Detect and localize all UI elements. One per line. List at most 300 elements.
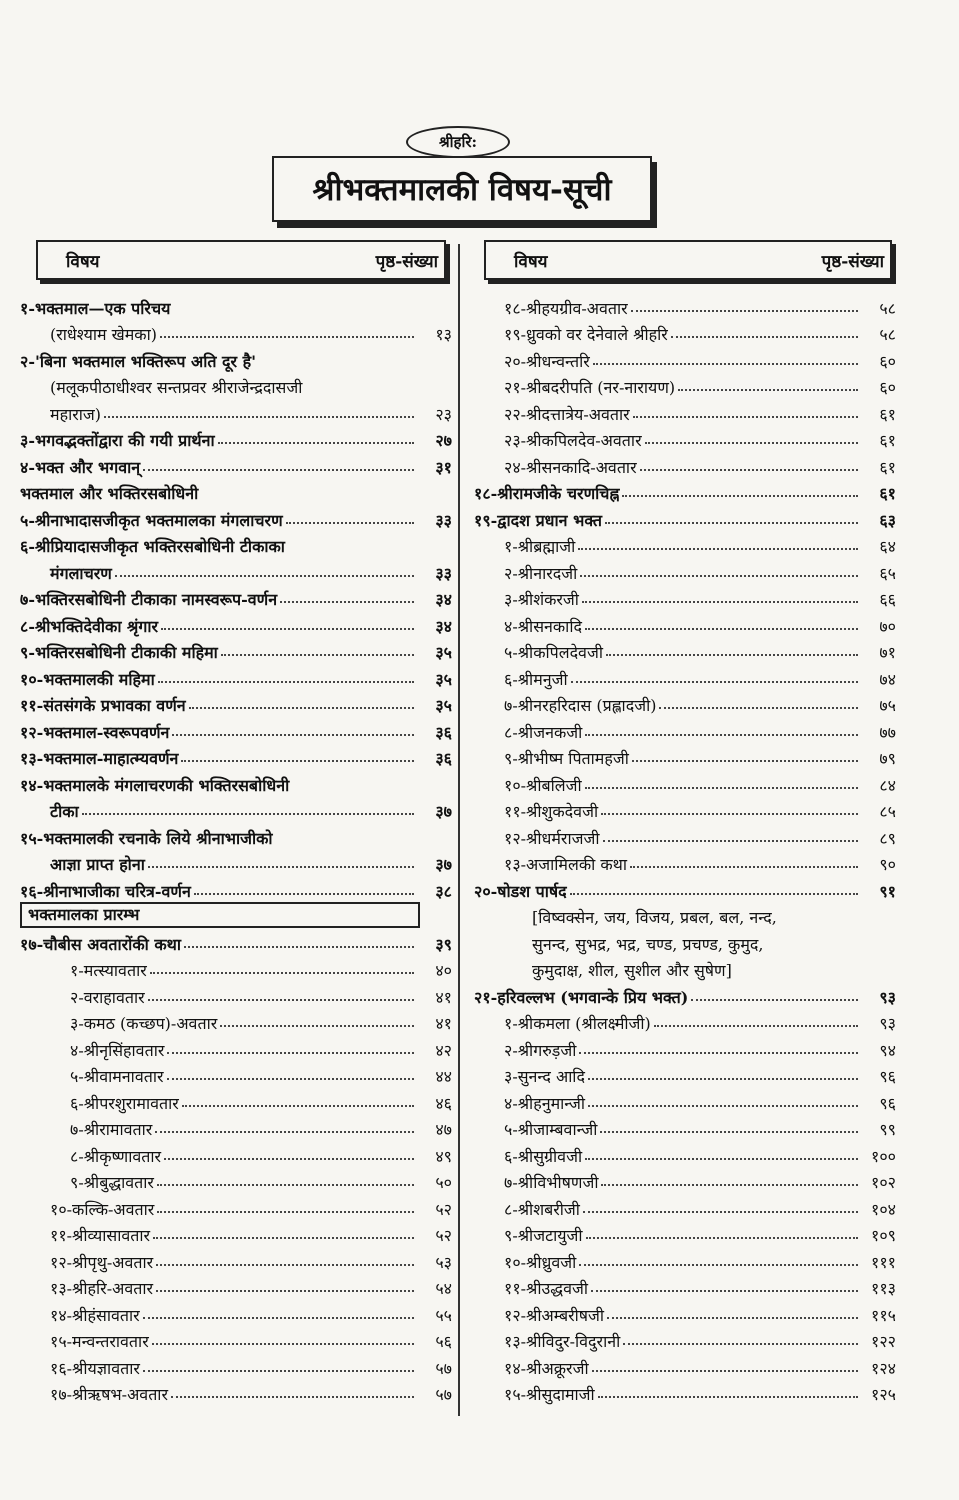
toc-entry-text: ३-भगवद्भक्तोंद्वारा की गयी प्रार्थना — [20, 431, 215, 450]
toc-page-number: ८५ — [879, 802, 896, 821]
dot-leader — [143, 1370, 414, 1372]
toc-row — [20, 1087, 452, 1114]
toc-page-number: ४० — [435, 961, 452, 980]
toc-page-number: ९६ — [879, 1093, 896, 1113]
toc-entry-text: भक्तमाल और भक्तिरसबोधिनी — [20, 484, 199, 503]
dot-leader — [606, 654, 858, 656]
dot-leader — [579, 1264, 858, 1266]
right-column — [474, 240, 896, 1405]
dot-leader — [583, 1211, 858, 1213]
toc-row — [474, 637, 896, 664]
toc-page-number: ३४ — [435, 616, 452, 636]
toc-row — [474, 584, 896, 611]
dot-leader — [158, 681, 414, 683]
toc-row — [20, 1220, 452, 1247]
column-divider — [458, 244, 460, 1416]
toc-row — [474, 1087, 896, 1114]
toc-page-number: ४२ — [435, 1040, 452, 1060]
toc-row — [474, 928, 896, 955]
toc-page-number: ५५ — [435, 1305, 452, 1325]
toc-row — [20, 928, 452, 955]
toc-page-number: ८९ — [879, 828, 896, 848]
toc-entry-text: २-श्रीगरुड़जी — [504, 1040, 577, 1060]
toc-page-number: ११५ — [871, 1305, 896, 1325]
toc-entry-text: आज्ञा प्राप्त होना — [50, 855, 145, 874]
dot-leader — [622, 495, 858, 497]
toc-row — [20, 716, 452, 743]
toc-row — [474, 451, 896, 478]
dot-leader — [194, 893, 414, 895]
toc-row — [474, 531, 896, 558]
toc-entry-text: १-श्रीकमला (श्रीलक्ष्मीजी) — [504, 1014, 651, 1033]
toc-entry-text: १८-श्रीहयग्रीव-अवतार — [504, 298, 628, 318]
toc-row — [474, 1273, 896, 1300]
toc-entry-text: १०-भक्तमालकी महिमा — [20, 669, 155, 689]
dot-leader — [172, 734, 414, 736]
dot-leader — [155, 1131, 414, 1133]
toc-entry-text: ४-श्रीसनकादि — [504, 616, 582, 636]
toc-row — [20, 1246, 452, 1273]
toc-page-number: ३८ — [435, 881, 452, 901]
toc-page-number: १०४ — [871, 1199, 896, 1219]
dot-leader — [156, 1264, 414, 1266]
toc-row — [474, 716, 896, 743]
page-number-label: पृष्ठ-संख्या — [375, 251, 438, 272]
toc-entry-text: ८-श्रीकृष्णावतार — [70, 1146, 162, 1166]
toc-page-number: ९९ — [879, 1120, 896, 1139]
toc-page-number: ४१ — [435, 987, 452, 1007]
toc-row — [20, 1352, 452, 1379]
toc-row — [474, 425, 896, 452]
toc-row — [474, 372, 896, 399]
toc-entry-text: १-मत्स्यावतार — [70, 961, 147, 980]
subject-label: विषय — [514, 251, 548, 272]
dot-leader — [280, 601, 414, 603]
toc-entry-text: ११-श्रीव्यासावतार — [50, 1226, 151, 1245]
dot-leader — [148, 999, 414, 1001]
toc-page-number: ५० — [435, 1173, 452, 1192]
toc-entry-text: ५-श्रीवामनावतार — [70, 1067, 164, 1086]
toc-row — [474, 610, 896, 637]
toc-row — [20, 955, 452, 982]
dot-leader — [598, 1396, 858, 1398]
toc-row — [474, 1034, 896, 1061]
toc-row — [20, 1140, 452, 1167]
toc-entry-text: २-'बिना भक्तमाल भक्तिरूप अति दूर है' — [20, 351, 257, 371]
toc-row — [474, 796, 896, 823]
toc-page-number: ६५ — [879, 563, 896, 583]
toc-entry-text: [विष्वक्सेन, जय, विजय, प्रबल, बल, नन्द, — [532, 908, 777, 927]
toc-row — [20, 1034, 452, 1061]
dot-leader — [157, 1211, 414, 1213]
toc-entry-text: ७-श्रीनरहरिदास (प्रह्लादजी) — [504, 696, 657, 715]
toc-row — [20, 1273, 452, 1300]
toc-row — [20, 1193, 452, 1220]
toc-entry-text: १२-श्रीधर्मराजजी — [504, 828, 600, 848]
dot-leader — [691, 999, 858, 1001]
dot-leader — [607, 1317, 858, 1319]
toc-entry-text: ९-भक्तिरसबोधिनी टीकाकी महिमा — [20, 643, 218, 662]
toc-entry-text: ४-श्रीनृसिंहावतार — [70, 1040, 165, 1060]
toc-entry-text: १०-श्रीबलिजी — [504, 775, 582, 795]
toc-row — [20, 345, 452, 372]
dot-leader — [181, 760, 414, 762]
toc-row — [474, 849, 896, 876]
toc-page-number: ३५ — [435, 696, 452, 715]
toc-entry-text: १२-श्रीपृथु-अवतार — [50, 1252, 154, 1272]
dot-leader — [221, 654, 414, 656]
dot-leader — [143, 1317, 414, 1319]
dot-leader — [167, 1052, 414, 1054]
dot-leader — [640, 469, 858, 471]
dot-leader — [148, 866, 414, 868]
toc-page-number: ३९ — [435, 934, 452, 954]
toc-entry-text: ११-श्रीशुकदेवजी — [504, 802, 599, 821]
dot-leader — [578, 548, 858, 550]
toc-entry-text: सुनन्द, सुभद्र, भद्र, चण्ड, प्रचण्ड, कुमुद, — [532, 934, 764, 954]
toc-row — [20, 1008, 452, 1035]
toc-entry-text: ११-श्रीउद्धवजी — [504, 1279, 588, 1298]
toc-row — [20, 902, 452, 929]
toc-row — [474, 663, 896, 690]
toc-entry-text: १५-मन्वन्तरावतार — [50, 1332, 149, 1351]
toc-row — [474, 955, 896, 982]
toc-row — [474, 1352, 896, 1379]
toc-row — [20, 1114, 452, 1141]
toc-row — [474, 1140, 896, 1167]
dot-leader — [585, 734, 858, 736]
dot-leader — [218, 442, 414, 444]
toc-page-number: ६० — [879, 378, 896, 397]
toc-row — [20, 292, 452, 319]
toc-page-number: ६१ — [879, 404, 896, 424]
toc-page-number: ९१ — [879, 881, 896, 901]
toc-entry-text: २१-हरिवल्लभ (भगवान्के प्रिय भक्त) — [474, 987, 689, 1007]
dot-leader — [580, 575, 858, 577]
toc-row — [20, 663, 452, 690]
toc-page-number: ४४ — [435, 1067, 452, 1086]
page-title: श्रीभक्तमालकी विषय-सूची — [312, 172, 612, 208]
dot-leader — [601, 813, 858, 815]
toc-entry-text: ६-श्रीमनुजी — [504, 669, 568, 689]
dot-leader — [157, 1184, 414, 1186]
dot-leader — [82, 813, 414, 815]
toc-entry-text: १३-भक्तमाल-माहात्म्यवर्णन — [20, 749, 179, 768]
toc-row — [20, 451, 452, 478]
toc-entry-text: ५-श्रीकपिलदेवजी — [504, 643, 603, 662]
dot-leader — [153, 1237, 414, 1239]
toc-row — [474, 1061, 896, 1088]
toc-row — [20, 875, 452, 902]
toc-entry-text: १२-श्रीअम्बरीषजी — [504, 1305, 605, 1325]
dot-leader — [143, 469, 414, 471]
toc-entry-text: ७-श्रीरामावतार — [70, 1120, 153, 1139]
toc-page-number: ४६ — [435, 1093, 452, 1113]
toc-row — [474, 769, 896, 796]
toc-page-number: १२५ — [871, 1385, 896, 1404]
toc-entry-text: १३-श्रीविदुर-विदुरानी — [504, 1332, 621, 1351]
dot-leader — [678, 389, 858, 391]
toc-page-number: ४७ — [435, 1120, 452, 1139]
toc-entry-text: १८-श्रीरामजीके चरणचिह्न — [474, 484, 620, 503]
toc-row — [20, 1167, 452, 1194]
toc-entry-text: ९-श्रीबुद्धावतार — [70, 1173, 154, 1192]
toc-row — [474, 822, 896, 849]
toc-page-number: ७१ — [879, 643, 896, 662]
toc-entry-text: १३-अजामिलकी कथा — [504, 855, 628, 874]
toc-entry-text: भक्तमालका प्रारम्भ — [20, 902, 420, 928]
toc-page-number: ५२ — [435, 1226, 452, 1245]
toc-entry-text: १०-श्रीध्रुवजी — [504, 1252, 577, 1272]
toc-entry-text: २१-श्रीबदरीपति (नर-नारायण) — [504, 378, 676, 397]
toc-entry-text: (मलूकपीठाधीश्वर सन्तप्रवर श्रीराजेन्द्रदासजी — [50, 378, 303, 397]
toc-row — [20, 372, 452, 399]
toc-row — [474, 345, 896, 372]
dot-leader — [585, 628, 858, 630]
dot-leader — [164, 1158, 414, 1160]
right-toc-list — [474, 292, 896, 1405]
dot-leader — [189, 707, 414, 709]
toc-entry-text: १६-श्रीयज्ञावतार — [50, 1358, 140, 1378]
toc-entry-text: १९-द्वादश प्रधान भक्त — [474, 510, 603, 530]
toc-page-number: ६० — [879, 351, 896, 371]
toc-entry-text: कुमुदाक्ष, शील, सुशील और सुषेण] — [532, 961, 732, 980]
toc-entry-text: १३-श्रीहरि-अवतार — [50, 1279, 154, 1298]
toc-page-number: ५७ — [435, 1385, 452, 1404]
toc-entry-text: ५-श्रीजाम्बवान्जी — [504, 1120, 598, 1139]
toc-page-number: ५४ — [435, 1279, 452, 1298]
dot-leader — [570, 893, 858, 895]
toc-entry-text: ७-श्रीविभीषणजी — [504, 1173, 599, 1192]
left-column — [20, 240, 452, 1405]
title-box — [272, 156, 652, 222]
toc-entry-text: १५-भक्तमालकी रचनाके लिये श्रीनाभाजीको — [20, 828, 273, 848]
toc-entry-text: १२-भक्तमाल-स्वरूपवर्णन — [20, 722, 170, 742]
dot-leader — [184, 946, 414, 948]
toc-page-number: ५३ — [435, 1252, 452, 1272]
toc-entry-text: ९-श्रीजटायुजी — [504, 1226, 583, 1245]
toc-row — [20, 743, 452, 770]
dot-leader — [571, 681, 858, 683]
toc-entry-text: २३-श्रीकपिलदेव-अवतार — [504, 431, 642, 450]
toc-entry-text: (राधेश्याम खेमका) — [50, 325, 157, 344]
toc-row — [474, 1167, 896, 1194]
toc-row — [474, 1379, 896, 1406]
toc-entry-text: ६-श्रीपरशुरामावतार — [70, 1093, 179, 1113]
toc-page-number: १३ — [435, 325, 452, 344]
dot-leader — [603, 840, 858, 842]
dot-leader — [171, 1396, 414, 1398]
toc-row — [20, 1061, 452, 1088]
invocation-oval — [406, 126, 510, 158]
toc-page-number: ५८ — [879, 325, 896, 344]
toc-entry-text: ७-भक्तिरसबोधिनी टीकाका नामस्वरूप-वर्णन — [20, 590, 278, 609]
dot-leader — [645, 442, 858, 444]
toc-row — [20, 478, 452, 505]
toc-page-number: ३५ — [435, 643, 452, 662]
toc-entry-text: २-वराहावतार — [70, 987, 145, 1007]
toc-entry-text: २२-श्रीदत्तात्रेय-अवतार — [504, 404, 630, 424]
toc-page-number: ३६ — [435, 749, 452, 768]
toc-entry-text: महाराज) — [50, 404, 102, 424]
toc-row — [20, 690, 452, 717]
toc-page-number: ९६ — [879, 1067, 896, 1086]
toc-entry-text: ५-श्रीनाभादासजीकृत भक्तमालका मंगलाचरण — [20, 510, 283, 530]
toc-page-number: ७९ — [879, 749, 896, 768]
toc-entry-text: ३-श्रीशंकरजी — [504, 590, 579, 609]
toc-row — [474, 1246, 896, 1273]
toc-row — [20, 1379, 452, 1406]
dot-leader — [671, 336, 858, 338]
toc-page-number: १०२ — [871, 1173, 896, 1192]
toc-row — [20, 769, 452, 796]
toc-row — [474, 319, 896, 346]
toc-row — [20, 398, 452, 425]
right-column-header — [484, 240, 892, 280]
toc-entry-text: १५-श्रीसुदामाजी — [504, 1385, 595, 1404]
toc-page-number: ९३ — [879, 1014, 896, 1033]
toc-entry-text: १४-श्रीहंसावतार — [50, 1305, 140, 1325]
dot-leader — [585, 787, 858, 789]
dot-leader — [592, 1370, 858, 1372]
toc-page-number: २७ — [435, 431, 452, 450]
toc-page-number: ६४ — [879, 537, 896, 556]
dot-leader — [160, 336, 414, 338]
toc-entry-text: ८-श्रीशबरीजी — [504, 1199, 580, 1219]
toc-entry-text: ८-श्रीभक्तिदेवीका श्रृंगार — [20, 616, 159, 636]
toc-row — [474, 1114, 896, 1141]
dot-leader — [152, 1343, 414, 1345]
dot-leader — [286, 522, 414, 524]
toc-page-number: ५८ — [879, 298, 896, 318]
toc-row — [474, 1326, 896, 1353]
subject-label: विषय — [66, 251, 100, 272]
left-column-header — [36, 240, 446, 280]
toc-row — [474, 1008, 896, 1035]
dot-leader — [633, 416, 858, 418]
toc-entry-text: २०-षोडश पार्षद — [474, 881, 567, 901]
toc-entry-text: १४-भक्तमालके मंगलाचरणकी भक्तिरसबोधिनी — [20, 775, 290, 795]
toc-entry-text: ९-श्रीभीष्म पितामहजी — [504, 749, 629, 768]
dot-leader — [659, 707, 858, 709]
dot-leader — [167, 1078, 414, 1080]
toc-page-number: ८४ — [879, 775, 896, 795]
toc-entry-text: ३-सुनन्द आदि — [504, 1067, 585, 1086]
toc-row — [474, 690, 896, 717]
toc-row — [474, 1193, 896, 1220]
toc-row — [20, 1326, 452, 1353]
toc-page-number: १०० — [871, 1146, 896, 1166]
dot-leader — [631, 310, 858, 312]
toc-page-number: ६६ — [879, 590, 896, 609]
toc-page-number: ६३ — [879, 510, 896, 530]
toc-entry-text: २-श्रीनारदजी — [504, 563, 578, 583]
toc-row — [20, 610, 452, 637]
toc-entry-text: ३-कमठ (कच्छप)-अवतार — [70, 1014, 218, 1033]
toc-entry-text: १७-श्रीऋषभ-अवतार — [50, 1385, 168, 1404]
dot-leader — [115, 575, 414, 577]
toc-page-number: ३७ — [435, 802, 452, 821]
toc-row — [20, 637, 452, 664]
toc-page-number: ४१ — [435, 1014, 452, 1033]
toc-page-number: ९३ — [879, 987, 896, 1007]
toc-page-number: ९४ — [879, 1040, 896, 1060]
invocation-text: श्रीहरि: — [438, 133, 478, 151]
dot-leader — [632, 760, 858, 762]
toc-row — [474, 478, 896, 505]
toc-page-number: ३३ — [435, 563, 452, 583]
toc-row — [20, 531, 452, 558]
toc-row — [20, 1299, 452, 1326]
toc-page-number: ६१ — [879, 431, 896, 450]
toc-row — [20, 981, 452, 1008]
toc-row — [474, 292, 896, 319]
toc-row — [474, 504, 896, 531]
dot-leader — [600, 1131, 858, 1133]
page-number-label: पृष्ठ-संख्या — [821, 251, 884, 272]
dot-leader — [579, 1052, 858, 1054]
dot-leader — [601, 1184, 858, 1186]
toc-page-number: १११ — [871, 1252, 896, 1272]
toc-row — [20, 584, 452, 611]
toc-row — [474, 1220, 896, 1247]
dot-leader — [182, 1105, 414, 1107]
toc-row — [20, 425, 452, 452]
left-toc-list — [20, 292, 452, 1405]
toc-entry-text: १६-श्रीनाभाजीका चरित्र-वर्णन — [20, 881, 191, 901]
toc-row — [20, 504, 452, 531]
toc-entry-text: ११-संतसंगके प्रभावका वर्णन — [20, 696, 186, 715]
toc-page-number: ३६ — [435, 722, 452, 742]
toc-page-number: १२४ — [871, 1358, 896, 1378]
dot-leader — [593, 363, 858, 365]
toc-row — [20, 319, 452, 346]
toc-page-number: ७५ — [879, 696, 896, 715]
toc-entry-text: टीका — [50, 802, 79, 821]
toc-row — [474, 557, 896, 584]
toc-entry-text: ८-श्रीजनकजी — [504, 722, 583, 742]
toc-entry-text: १७-चौबीस अवतारोंकी कथा — [20, 934, 181, 954]
dot-leader — [156, 1290, 414, 1292]
toc-entry-text: मंगलाचरण — [50, 563, 112, 583]
toc-entry-text: २०-श्रीधन्वन्तरि — [504, 351, 590, 371]
toc-entry-text: ४-श्रीहनुमान्जी — [504, 1093, 586, 1113]
toc-entry-text: २४-श्रीसनकादि-अवतार — [504, 457, 637, 477]
toc-entry-text: ६-श्रीसुग्रीवजी — [504, 1146, 583, 1166]
dot-leader — [582, 601, 858, 603]
dot-leader — [588, 1105, 858, 1107]
dot-leader — [605, 522, 858, 524]
toc-entry-text: १४-श्रीअक्रूरजी — [504, 1358, 589, 1378]
toc-row — [20, 796, 452, 823]
toc-page-number: ७७ — [879, 722, 896, 742]
toc-page-number: ६१ — [879, 484, 896, 503]
dot-leader — [104, 416, 414, 418]
dot-leader — [623, 1343, 858, 1345]
toc-page-number: १२२ — [871, 1332, 896, 1351]
toc-page-number: ९० — [879, 855, 896, 874]
toc-page-number: ७० — [879, 616, 896, 636]
toc-row — [474, 875, 896, 902]
toc-entry-text: १०-कल्कि-अवतार — [50, 1199, 155, 1219]
toc-row — [474, 902, 896, 929]
toc-page-number: ५६ — [435, 1332, 452, 1351]
toc-row — [474, 1299, 896, 1326]
dot-leader — [586, 1237, 858, 1239]
dot-leader — [220, 1025, 414, 1027]
dot-leader — [591, 1290, 858, 1292]
toc-row — [20, 822, 452, 849]
